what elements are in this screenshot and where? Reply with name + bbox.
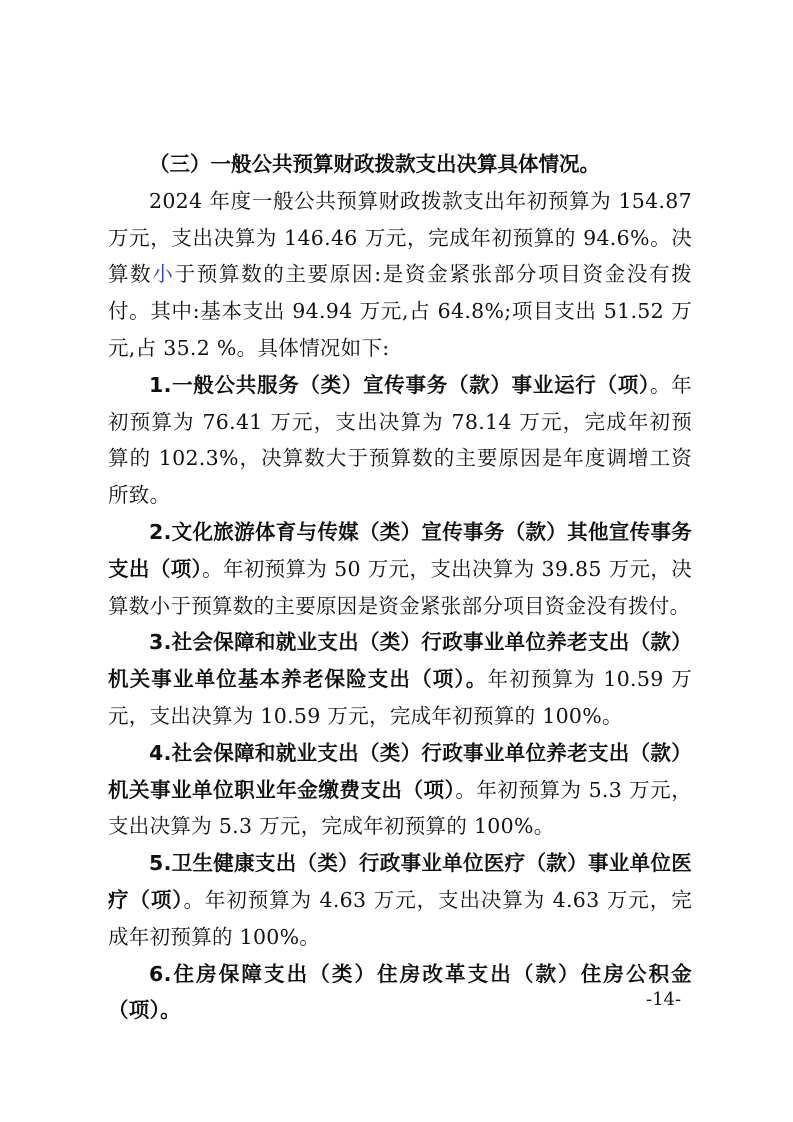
section-heading: （三）一般公共预算财政拨款支出决算具体情况。 — [149, 152, 600, 176]
item-label-3: 3.社会保障和就业支出（类）行政事业单位养老支出（款）机关事业单位基本养老保险支出（项）。 — [108, 630, 692, 692]
intro-text-end: 于预算数的主要原因:是资金紧张部分项目资金没有拨付。其中:基本支出 94.94 万元,占 64.8%;项目支出 51.52 万元,占 35.2 %。具体情况如下: — [108, 262, 692, 360]
item-paragraph-2 — [108, 514, 692, 624]
item-paragraph-6 — [108, 956, 692, 1030]
intro-text-highlight: 小 — [152, 262, 175, 287]
item-body-1: 。年初预算为 76.41 万元，支出决算为 78.14 万元，完成年初预算的 102.3%，决算数大于预算数的主要原因是年度调增工资所致。 — [108, 372, 692, 508]
item-paragraph-1 — [108, 367, 692, 514]
item-label-2: 2.文化旅游体育与传媒（类）宣传事务（款）其他宣传事务支出（项） — [108, 519, 692, 581]
intro-paragraph — [108, 183, 692, 367]
item-paragraph-4 — [108, 735, 692, 845]
item-paragraph-3 — [108, 624, 692, 734]
item-body-3: 年初预算为 10.59 万元，支出决算为 10.59 万元，完成年初预算的 100%。 — [108, 667, 692, 728]
item-body-5: 。年初预算为 4.63 万元，支出决算为 4.63 万元，完成年初预算的 100%。 — [108, 887, 692, 949]
item-body-4: 。年初预算为 5.3 万元，支出决算为 5.3 万元，完成年初预算的 100%。 — [108, 777, 692, 839]
item-label-6: 6.住房保障支出（类）住房改革支出（款）住房公积金（项）。 — [108, 961, 692, 1023]
item-label-4: 4.社会保障和就业支出（类）行政事业单位养老支出（款）机关事业单位职业年金缴费支出（项） — [108, 740, 692, 802]
item-body-2: 。年初预算为 50 万元，支出决算为 39.85 万元，决算数小于预算数的主要原因是资金紧张部分项目资金没有拨付。 — [108, 556, 692, 618]
page-number: -14- — [646, 989, 682, 1010]
item-paragraph-5 — [108, 845, 692, 955]
intro-text-start: 2024 年度一般公共预算财政拨款支出年初预算为 154.87 万元，支出决算为 146.46 万元，完成年初预算的 94.6%。决算数 — [108, 188, 692, 287]
document-body — [108, 146, 692, 1029]
item-label-1: 1.一般公共服务（类）宣传事务（款）事业运行（项） — [149, 372, 650, 397]
item-label-5: 5.卫生健康支出（类）行政事业单位医疗（款）事业单位医疗（项） — [108, 851, 692, 912]
